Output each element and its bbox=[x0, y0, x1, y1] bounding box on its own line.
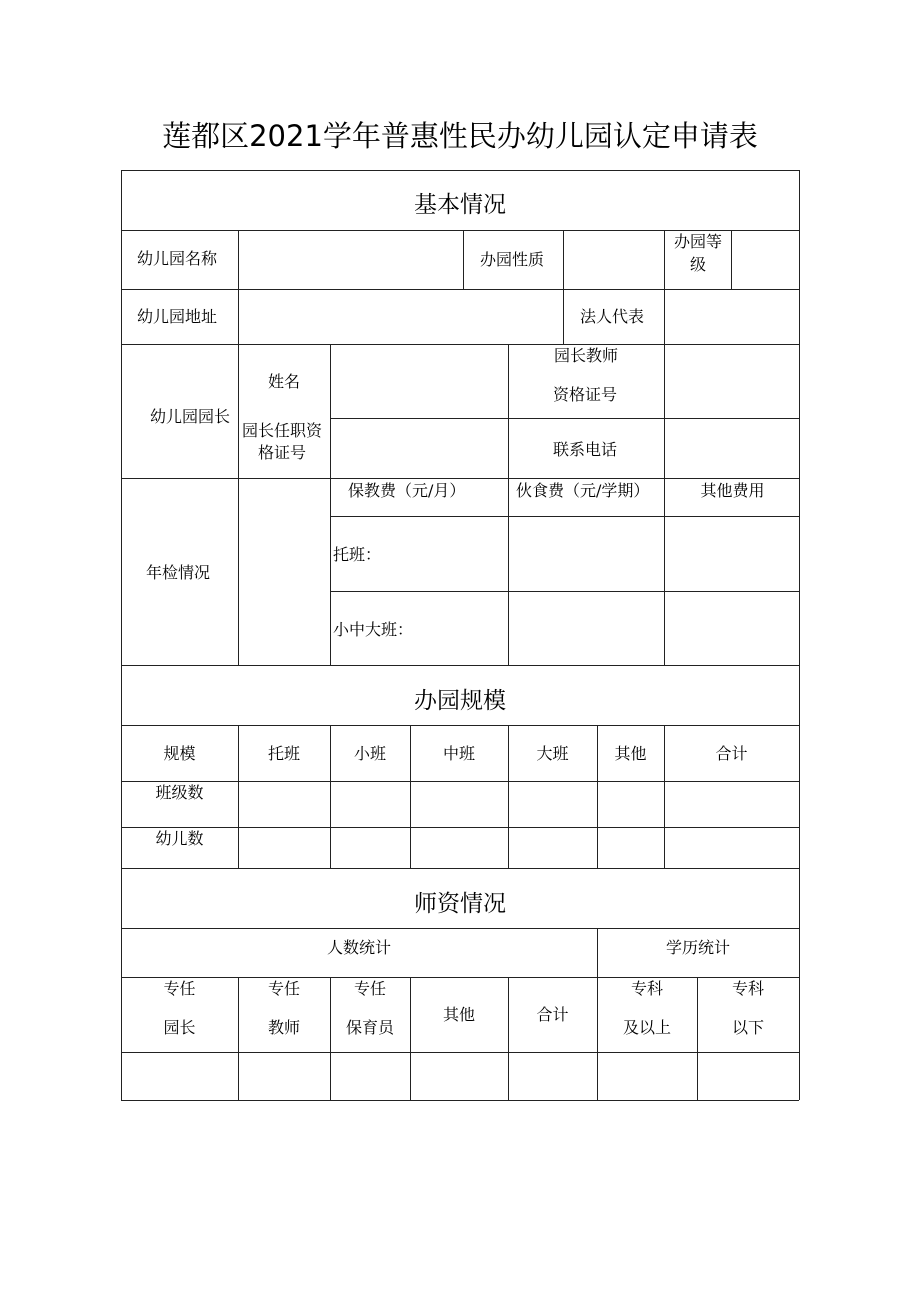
phone-field[interactable] bbox=[666, 420, 798, 477]
scale-header-large: 大班 bbox=[536, 744, 569, 763]
teacher-other-label: 其他 bbox=[442, 1005, 475, 1024]
school-grade-label-line1: 办园等 bbox=[673, 232, 722, 251]
college-and-above-label-line2: 及以上 bbox=[622, 1018, 671, 1037]
headcount-stats-label: 人数统计 bbox=[326, 938, 391, 957]
child-count-other-cell[interactable] bbox=[599, 829, 663, 867]
principal-label: 幼儿园园长 bbox=[150, 407, 231, 426]
child-count-middle-cell[interactable] bbox=[412, 829, 507, 867]
below-college-label-line1: 专科 bbox=[731, 979, 764, 998]
class-count-total-cell[interactable] bbox=[666, 783, 798, 826]
annual-check-field[interactable] bbox=[240, 480, 329, 664]
class-count-label: 班级数 bbox=[155, 783, 204, 802]
other-fees-label: 其他费用 bbox=[700, 481, 765, 500]
scale-header-other: 其他 bbox=[614, 744, 647, 763]
other-staff-count-cell[interactable] bbox=[412, 1054, 507, 1099]
school-grade-label-line2: 级 bbox=[689, 255, 706, 274]
principal-name-field[interactable] bbox=[332, 346, 507, 417]
college-above-count-cell[interactable] bbox=[599, 1054, 696, 1099]
small-mid-large-class-label: 小中大班： bbox=[333, 620, 414, 639]
section-school-scale: 办园规模 bbox=[414, 688, 506, 714]
phone-label: 联系电话 bbox=[553, 440, 618, 459]
address-field[interactable] bbox=[240, 291, 562, 343]
full-time-teacher-label-line2: 教师 bbox=[267, 1018, 300, 1037]
page-title: 莲都区2021学年普惠性民办幼儿园认定申请表 bbox=[162, 119, 758, 153]
section-teacher-info: 师资情况 bbox=[414, 891, 506, 917]
full-time-caregiver-label-line2: 保育员 bbox=[345, 1018, 394, 1037]
education-stats-label: 学历统计 bbox=[665, 938, 730, 957]
school-nature-field[interactable] bbox=[565, 232, 663, 288]
sml-other-fees-field[interactable] bbox=[666, 593, 798, 664]
below-college-count-cell[interactable] bbox=[699, 1054, 798, 1099]
legal-representative-label: 法人代表 bbox=[580, 307, 645, 326]
class-count-large-cell[interactable] bbox=[510, 783, 596, 826]
school-nature-label: 办园性质 bbox=[480, 250, 545, 269]
staff-total-cell[interactable] bbox=[510, 1054, 596, 1099]
post-cert-label-line2: 格证号 bbox=[258, 443, 307, 462]
teacher-cert-field[interactable] bbox=[666, 346, 798, 417]
caregiver-count-cell[interactable] bbox=[332, 1054, 409, 1099]
class-count-other-cell[interactable] bbox=[599, 783, 663, 826]
teacher-cert-label-line2: 资格证号 bbox=[553, 385, 618, 404]
legal-representative-field[interactable] bbox=[666, 291, 798, 343]
section-basic-info: 基本情况 bbox=[414, 192, 506, 218]
school-grade-field[interactable] bbox=[733, 232, 798, 288]
meal-fee-label: 伙食费（元/学期） bbox=[516, 481, 650, 500]
principal-name-label: 姓名 bbox=[268, 372, 301, 391]
below-college-label-line2: 以下 bbox=[731, 1018, 764, 1037]
full-time-caregiver-label-line1: 专任 bbox=[353, 979, 386, 998]
college-and-above-label-line1: 专科 bbox=[630, 979, 663, 998]
child-count-large-cell[interactable] bbox=[510, 829, 596, 867]
principal-count-cell[interactable] bbox=[123, 1054, 237, 1099]
address-label: 幼儿园地址 bbox=[137, 307, 218, 326]
child-count-label: 幼儿数 bbox=[155, 829, 204, 848]
scale-header-total: 合计 bbox=[715, 744, 748, 763]
sml-meal-fee-field[interactable] bbox=[510, 593, 663, 664]
scale-header-scale: 规模 bbox=[163, 744, 196, 763]
scale-header-small: 小班 bbox=[353, 744, 386, 763]
scale-header-middle: 中班 bbox=[442, 744, 475, 763]
kindergarten-name-label: 幼儿园名称 bbox=[137, 249, 218, 268]
class-count-middle-cell[interactable] bbox=[412, 783, 507, 826]
child-count-small-cell[interactable] bbox=[332, 829, 409, 867]
tuition-fee-label: 保教费（元/月） bbox=[348, 481, 466, 500]
class-count-small-cell[interactable] bbox=[332, 783, 409, 826]
full-time-principal-label-line2: 园长 bbox=[163, 1018, 196, 1037]
child-count-toddler-cell[interactable] bbox=[240, 829, 329, 867]
post-cert-label-line1: 园长任职资 bbox=[242, 421, 323, 440]
post-cert-field[interactable] bbox=[332, 420, 507, 477]
teacher-count-cell[interactable] bbox=[240, 1054, 329, 1099]
full-time-principal-label-line1: 专任 bbox=[163, 979, 196, 998]
teacher-cert-label-line1: 园长教师 bbox=[554, 346, 619, 365]
toddler-class-label: 托班： bbox=[333, 545, 382, 564]
kindergarten-name-field[interactable] bbox=[240, 232, 462, 288]
full-time-teacher-label-line1: 专任 bbox=[267, 979, 300, 998]
scale-header-toddler: 托班 bbox=[267, 744, 300, 763]
annual-check-label: 年检情况 bbox=[146, 563, 211, 582]
toddler-meal-fee-field[interactable] bbox=[510, 518, 663, 590]
class-count-toddler-cell[interactable] bbox=[240, 783, 329, 826]
teacher-total-label: 合计 bbox=[536, 1005, 569, 1024]
toddler-other-fees-field[interactable] bbox=[666, 518, 798, 590]
child-count-total-cell[interactable] bbox=[666, 829, 798, 867]
